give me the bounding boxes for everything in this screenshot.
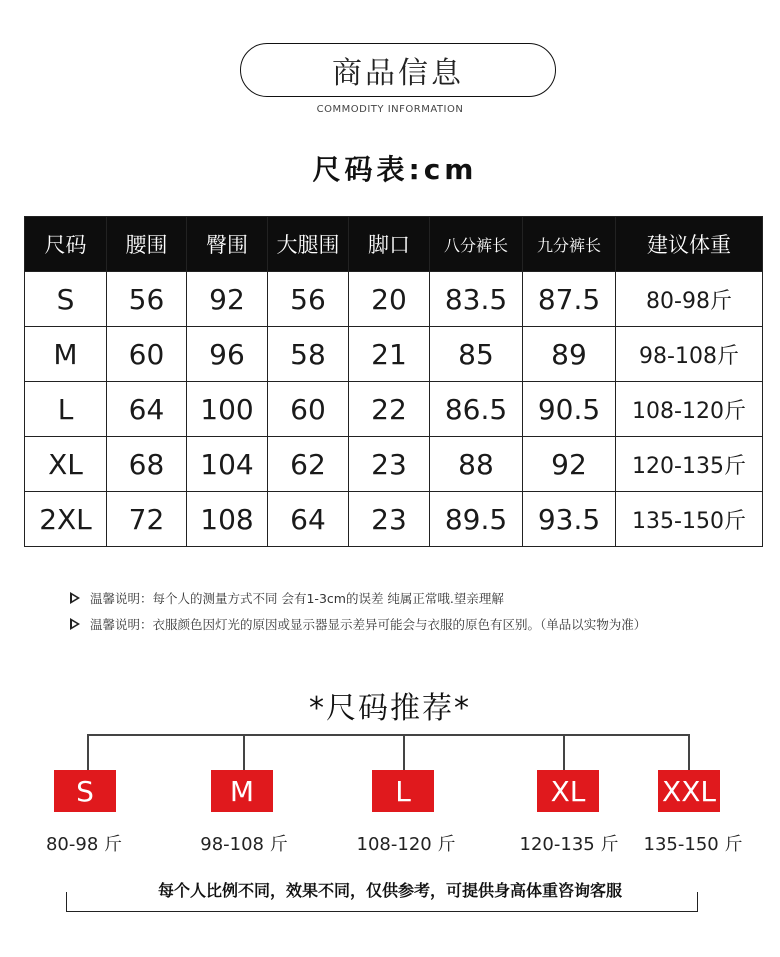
connector-drop [403, 734, 405, 770]
column-header: 建议体重 [616, 217, 763, 272]
note-line [70, 585, 646, 611]
column-header: 大腿围 [268, 217, 349, 272]
weight-range-l: 108-120 斤 [356, 834, 456, 855]
table-cell: 58 [268, 327, 349, 382]
table-cell: 89 [523, 327, 616, 382]
weight-range-m: 98-108 斤 [200, 834, 288, 855]
section-title-pill [240, 43, 556, 97]
column-header: 臀围 [187, 217, 268, 272]
table-cell: M [25, 327, 107, 382]
table-cell: 90.5 [523, 382, 616, 437]
table-cell: 56 [107, 272, 187, 327]
connector-line [88, 734, 689, 736]
section-title: 商品信息 [332, 56, 464, 91]
table-cell: 23 [349, 492, 430, 547]
table-cell: 20 [349, 272, 430, 327]
table-row [25, 272, 763, 327]
table-cell: 22 [349, 382, 430, 437]
table-cell: 98-108斤 [616, 327, 763, 382]
table-cell: 135-150斤 [616, 492, 763, 547]
size-badge-xl: XL [537, 770, 599, 812]
triangle-bullet-icon [70, 592, 80, 604]
size-badge-l: L [372, 770, 434, 812]
size-badge-s: S [54, 770, 116, 812]
weight-range-xl: 120-135 斤 [519, 834, 619, 855]
table-cell: 83.5 [430, 272, 523, 327]
table-cell: 21 [349, 327, 430, 382]
size-badge-m: M [211, 770, 273, 812]
table-cell: 89.5 [430, 492, 523, 547]
table-cell: 60 [268, 382, 349, 437]
column-header: 八分裤长 [430, 217, 523, 272]
table-cell: 2XL [25, 492, 107, 547]
table-cell: 104 [187, 437, 268, 492]
table-row [25, 327, 763, 382]
table-row [25, 437, 763, 492]
table-cell: XL [25, 437, 107, 492]
note-text: 温馨说明：每个人的测量方式不同 会有1-3cm的误差 纯属正常哦.望亲理解 [90, 591, 504, 606]
table-cell: 23 [349, 437, 430, 492]
size-chart-title: 尺码表:cm [312, 153, 478, 186]
table-cell: 80-98斤 [616, 272, 763, 327]
column-header: 九分裤长 [523, 217, 616, 272]
table-cell: 64 [268, 492, 349, 547]
table-cell: 85 [430, 327, 523, 382]
note-line [70, 611, 646, 637]
footer-bracket [66, 892, 698, 912]
weight-range-xxl: 135-150 斤 [643, 834, 743, 855]
column-header: 尺码 [25, 217, 107, 272]
table-cell: 86.5 [430, 382, 523, 437]
column-header: 腰围 [107, 217, 187, 272]
connector-drop [563, 734, 565, 770]
section-subtitle: COMMODITY INFORMATION [316, 104, 464, 115]
table-cell: 93.5 [523, 492, 616, 547]
connector-drop [688, 734, 690, 770]
table-cell: 72 [107, 492, 187, 547]
table-cell: 108-120斤 [616, 382, 763, 437]
size-recommend-title: *尺码推荐* [309, 691, 471, 726]
table-cell: 92 [187, 272, 268, 327]
table-cell: 56 [268, 272, 349, 327]
table-row [25, 492, 763, 547]
table-cell: S [25, 272, 107, 327]
note-text: 温馨说明：衣服颜色因灯光的原因或显示器显示差异可能会与衣服的原色有区别。（单品以实物为准） [90, 617, 647, 632]
weight-range-s: 80-98 斤 [45, 834, 123, 855]
table-cell: 88 [430, 437, 523, 492]
table-cell: 64 [107, 382, 187, 437]
table-cell: 62 [268, 437, 349, 492]
table-cell: 108 [187, 492, 268, 547]
table-cell: 68 [107, 437, 187, 492]
table-row [25, 382, 763, 437]
table-cell: 87.5 [523, 272, 616, 327]
table-cell: 92 [523, 437, 616, 492]
table-cell: L [25, 382, 107, 437]
notes-block [70, 585, 646, 637]
connector-drop [87, 734, 89, 770]
table-cell: 100 [187, 382, 268, 437]
column-header: 脚口 [349, 217, 430, 272]
footer-note: 每个人比例不同，效果不同，仅供参考，可提供身高体重咨询客服 [157, 881, 622, 900]
connector-drop [243, 734, 245, 770]
table-header-row [25, 217, 763, 272]
size-badge-xxl: XXL [658, 770, 720, 812]
table-cell: 96 [187, 327, 268, 382]
table-cell: 60 [107, 327, 187, 382]
table-cell: 120-135斤 [616, 437, 763, 492]
size-chart-table [24, 216, 763, 547]
triangle-bullet-icon [70, 618, 80, 630]
